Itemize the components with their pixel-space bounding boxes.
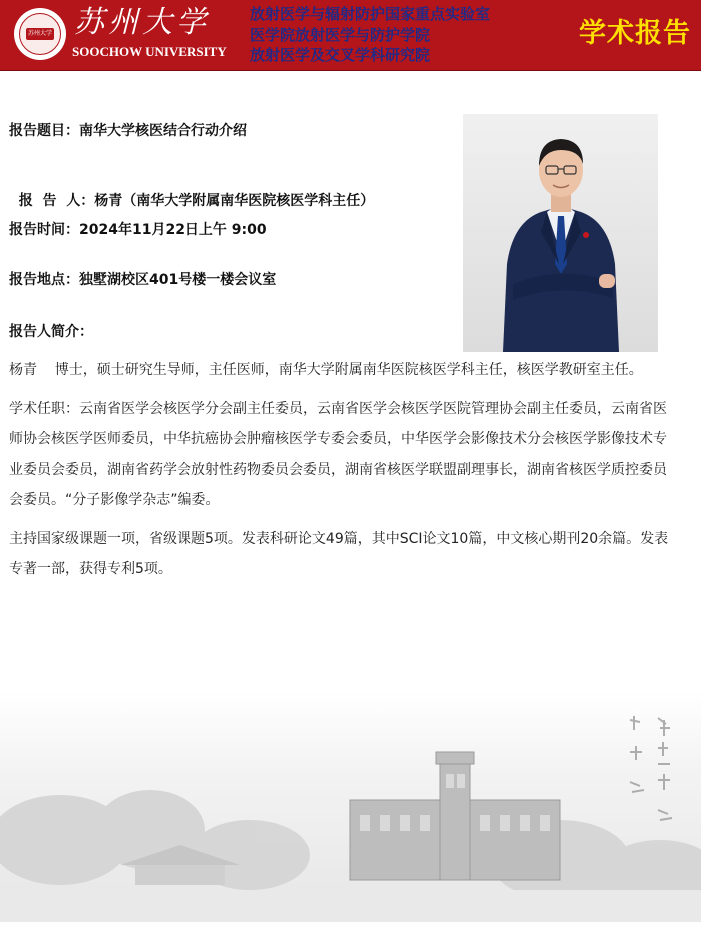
bio-paragraph-3: 主持国家级课题一项，省级课题5项。发表科研论文49篇，其中SCI论文10篇，中文核心期刊20余篇。发表专著一部，获得专利5项。 xyxy=(9,530,669,577)
report-time-label: 报告时间： xyxy=(9,222,79,238)
university-name-en: SOOCHOW UNIVERSITY xyxy=(72,44,227,59)
lab-name-3: 放射医学及交叉学科研究院 xyxy=(250,46,431,64)
speaker-label: 报 告 人： xyxy=(18,193,95,209)
report-time-line xyxy=(9,220,267,240)
speaker-value: 杨青（南华大学附属南华医院核医学科主任） xyxy=(94,193,375,209)
report-place-value: 独墅湖校区401号楼一楼会议室 xyxy=(79,272,277,288)
header-banner xyxy=(0,0,701,71)
report-title-line xyxy=(9,121,247,141)
bio-paragraph-1: 杨青 博士，硕士研究生导师，主任医师，南华大学附属南华医院核医学科主任，核医学教研室主任。 xyxy=(9,362,643,378)
campus-sketch-illustration xyxy=(0,690,701,922)
report-title-label: 报告题目： xyxy=(9,123,79,139)
university-seal-icon xyxy=(14,8,66,60)
report-title-value: 南华大学核医结合行动介绍 xyxy=(79,123,247,139)
report-time-value: 2024年11月22日上午 9:00 xyxy=(79,222,267,238)
seal-text: 苏州大学 xyxy=(27,30,52,37)
university-name-cn: 苏州大学 xyxy=(74,5,210,40)
lab-name-2: 医学院放射医学与防护学院 xyxy=(250,25,431,44)
report-place-line xyxy=(9,270,276,290)
speaker-bio xyxy=(9,355,669,593)
speaker-photo xyxy=(463,114,658,352)
report-place-label: 报告地点： xyxy=(9,272,79,288)
lab-name-1: 放射医学与辐射防护国家重点实验室 xyxy=(250,5,491,23)
lab-names xyxy=(250,4,560,66)
speaker-line xyxy=(9,171,374,211)
speaker-intro-heading: 报告人简介： xyxy=(9,324,93,340)
academic-report-tag: 学术报告 xyxy=(579,18,691,49)
bio-paragraph-2: 学术任职：云南省医学会核医学分会副主任委员，云南省医学会核医学医院管理协会副主任委员，云南省医师协会核医学医师委员，中华抗癌协会肿瘤核医学专委会委员，中华医学会影像技术分会核医学影像技术专业委员会委员，湖南省药学会放射性药物委员会委员，湖南省核医学联盟副理事长，湖南省核医学质控委员会委员。“分子影像学杂志”编委。 xyxy=(9,400,667,508)
